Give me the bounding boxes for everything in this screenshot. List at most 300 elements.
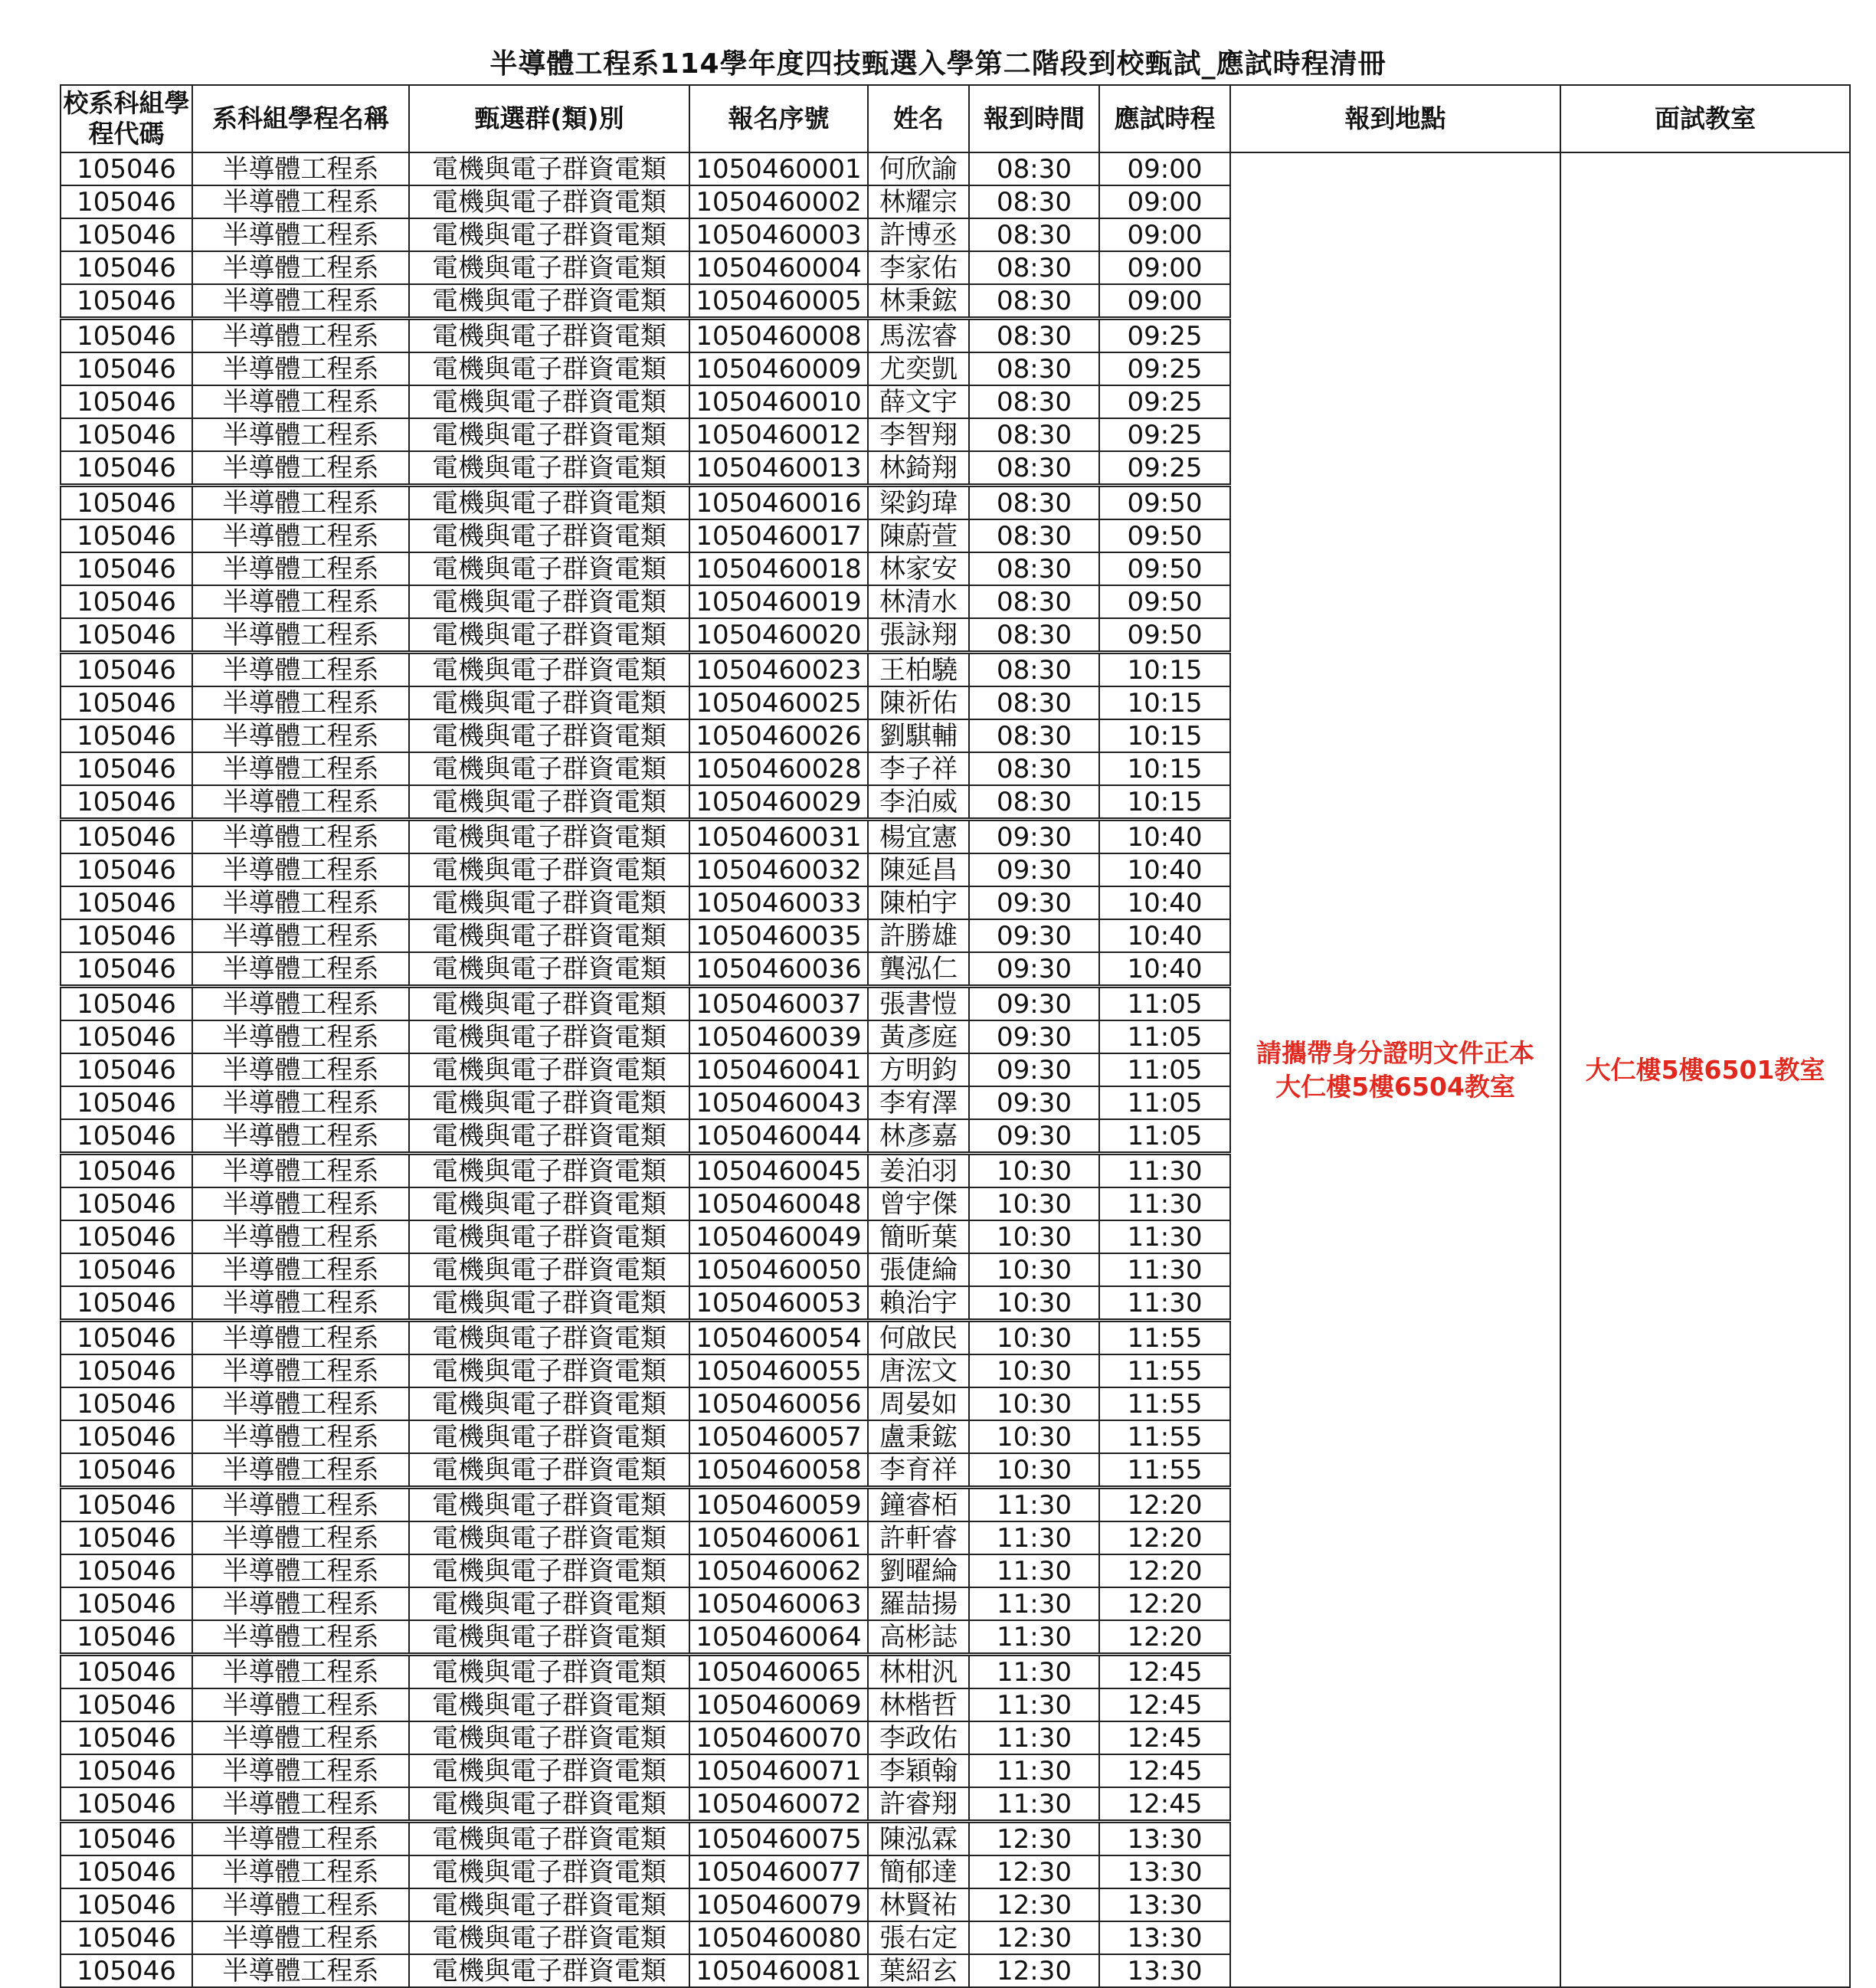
- cell-group: 電機與電子群資電類: [409, 1921, 689, 1954]
- cell-exam: 10:40: [1099, 919, 1230, 952]
- cell-dept: 半導體工程系: [192, 284, 409, 319]
- cell-exam: 10:40: [1099, 886, 1230, 919]
- cell-exam: 09:50: [1099, 618, 1230, 653]
- cell-location: [1230, 152, 1560, 1987]
- cell-exam: 09:00: [1099, 251, 1230, 284]
- cell-exam: 11:05: [1099, 987, 1230, 1021]
- cell-code: 105046: [61, 1086, 192, 1119]
- cell-serial: 1050460035: [689, 919, 868, 952]
- cell-checkin: 10:30: [969, 1187, 1099, 1220]
- cell-dept: 半導體工程系: [192, 385, 409, 418]
- schedule-table: [60, 84, 1851, 1988]
- cell-serial: 1050460031: [689, 820, 868, 854]
- cell-code: 105046: [61, 853, 192, 886]
- cell-serial: 1050460081: [689, 1954, 868, 1987]
- cell-checkin: 09:30: [969, 886, 1099, 919]
- cell-dept: 半導體工程系: [192, 752, 409, 785]
- cell-group: 電機與電子群資電類: [409, 1688, 689, 1721]
- cell-exam: 09:50: [1099, 585, 1230, 618]
- cell-name: 薛文宇: [868, 385, 969, 418]
- cell-group: 電機與電子群資電類: [409, 1787, 689, 1822]
- cell-code: 105046: [61, 1754, 192, 1787]
- cell-name: 林清水: [868, 585, 969, 618]
- cell-dept: 半導體工程系: [192, 1521, 409, 1554]
- cell-exam: 09:00: [1099, 218, 1230, 251]
- cell-name: 陳柏宇: [868, 886, 969, 919]
- header-code: 校系科組學程代碼: [61, 85, 192, 152]
- cell-serial: 1050460029: [689, 785, 868, 820]
- cell-name: 簡郁達: [868, 1855, 969, 1888]
- cell-code: 105046: [61, 820, 192, 854]
- cell-serial: 1050460002: [689, 185, 868, 218]
- cell-code: 105046: [61, 185, 192, 218]
- cell-checkin: 10:30: [969, 1354, 1099, 1387]
- cell-serial: 1050460012: [689, 418, 868, 451]
- cell-name: 張倢綸: [868, 1253, 969, 1286]
- cell-serial: 1050460053: [689, 1286, 868, 1321]
- cell-checkin: 10:30: [969, 1154, 1099, 1188]
- cell-exam: 09:50: [1099, 552, 1230, 585]
- cell-exam: 09:25: [1099, 319, 1230, 353]
- cell-group: 電機與電子群資電類: [409, 1587, 689, 1620]
- cell-checkin: 10:30: [969, 1453, 1099, 1488]
- cell-checkin: 08:30: [969, 418, 1099, 451]
- cell-code: 105046: [61, 1787, 192, 1822]
- cell-dept: 半導體工程系: [192, 218, 409, 251]
- cell-exam: 12:20: [1099, 1488, 1230, 1522]
- cell-dept: 半導體工程系: [192, 519, 409, 552]
- cell-serial: 1050460005: [689, 284, 868, 319]
- cell-group: 電機與電子群資電類: [409, 853, 689, 886]
- cell-code: 105046: [61, 1220, 192, 1253]
- cell-group: 電機與電子群資電類: [409, 1286, 689, 1321]
- cell-checkin: 11:30: [969, 1655, 1099, 1689]
- cell-exam: 09:50: [1099, 486, 1230, 520]
- cell-name: 簡昕葉: [868, 1220, 969, 1253]
- cell-code: 105046: [61, 1554, 192, 1587]
- cell-serial: 1050460050: [689, 1253, 868, 1286]
- cell-name: 許勝雄: [868, 919, 969, 952]
- cell-group: 電機與電子群資電類: [409, 1420, 689, 1453]
- cell-checkin: 08:30: [969, 686, 1099, 719]
- cell-name: 許軒睿: [868, 1521, 969, 1554]
- cell-exam: 11:05: [1099, 1053, 1230, 1086]
- cell-serial: 1050460004: [689, 251, 868, 284]
- cell-code: 105046: [61, 686, 192, 719]
- cell-name: 許博丞: [868, 218, 969, 251]
- table-body: [61, 152, 1850, 1987]
- cell-exam: 09:25: [1099, 352, 1230, 385]
- cell-group: 電機與電子群資電類: [409, 319, 689, 353]
- cell-dept: 半導體工程系: [192, 1954, 409, 1987]
- cell-name: 林家安: [868, 552, 969, 585]
- cell-dept: 半導體工程系: [192, 1220, 409, 1253]
- cell-dept: 半導體工程系: [192, 1253, 409, 1286]
- cell-checkin: 12:30: [969, 1855, 1099, 1888]
- cell-serial: 1050460037: [689, 987, 868, 1021]
- cell-checkin: 08:30: [969, 319, 1099, 353]
- cell-checkin: 11:30: [969, 1754, 1099, 1787]
- cell-exam: 13:30: [1099, 1888, 1230, 1921]
- cell-name: 尤奕凱: [868, 352, 969, 385]
- cell-dept: 半導體工程系: [192, 886, 409, 919]
- cell-exam: 11:05: [1099, 1020, 1230, 1053]
- cell-group: 電機與電子群資電類: [409, 1053, 689, 1086]
- cell-group: 電機與電子群資電類: [409, 653, 689, 687]
- cell-serial: 1050460069: [689, 1688, 868, 1721]
- cell-serial: 1050460008: [689, 319, 868, 353]
- cell-checkin: 08:30: [969, 519, 1099, 552]
- cell-serial: 1050460044: [689, 1119, 868, 1154]
- cell-name: 何欣諭: [868, 152, 969, 185]
- cell-group: 電機與電子群資電類: [409, 952, 689, 987]
- cell-code: 105046: [61, 1921, 192, 1954]
- cell-group: 電機與電子群資電類: [409, 886, 689, 919]
- cell-name: 劉騏輔: [868, 719, 969, 752]
- cell-checkin: 09:30: [969, 1119, 1099, 1154]
- cell-dept: 半導體工程系: [192, 853, 409, 886]
- cell-exam: 11:05: [1099, 1086, 1230, 1119]
- cell-checkin: 09:30: [969, 853, 1099, 886]
- cell-exam: 12:45: [1099, 1688, 1230, 1721]
- cell-dept: 半導體工程系: [192, 451, 409, 486]
- cell-code: 105046: [61, 1954, 192, 1987]
- cell-serial: 1050460033: [689, 886, 868, 919]
- cell-group: 電機與電子群資電類: [409, 1253, 689, 1286]
- cell-group: 電機與電子群資電類: [409, 1119, 689, 1154]
- cell-exam: 09:25: [1099, 418, 1230, 451]
- cell-checkin: 11:30: [969, 1521, 1099, 1554]
- header-dept: 系科組學程名稱: [192, 85, 409, 152]
- cell-dept: 半導體工程系: [192, 1286, 409, 1321]
- cell-serial: 1050460057: [689, 1420, 868, 1453]
- cell-serial: 1050460079: [689, 1888, 868, 1921]
- cell-name: 林賢祐: [868, 1888, 969, 1921]
- header-location: 報到地點: [1230, 85, 1560, 152]
- cell-serial: 1050460036: [689, 952, 868, 987]
- cell-exam: 11:30: [1099, 1187, 1230, 1220]
- cell-serial: 1050460077: [689, 1855, 868, 1888]
- cell-code: 105046: [61, 1521, 192, 1554]
- cell-checkin: 08:30: [969, 785, 1099, 820]
- header-serial: 報名序號: [689, 85, 868, 152]
- cell-code: 105046: [61, 1187, 192, 1220]
- cell-serial: 1050460063: [689, 1587, 868, 1620]
- cell-group: 電機與電子群資電類: [409, 352, 689, 385]
- cell-serial: 1050460019: [689, 585, 868, 618]
- cell-exam: 11:55: [1099, 1387, 1230, 1420]
- cell-serial: 1050460061: [689, 1521, 868, 1554]
- cell-checkin: 12:30: [969, 1888, 1099, 1921]
- cell-dept: 半導體工程系: [192, 1855, 409, 1888]
- cell-checkin: 10:30: [969, 1420, 1099, 1453]
- cell-code: 105046: [61, 1119, 192, 1154]
- cell-exam: 10:15: [1099, 653, 1230, 687]
- cell-group: 電機與電子群資電類: [409, 218, 689, 251]
- header-row: [61, 85, 1850, 152]
- cell-interview-room: 大仁樓5樓6501教室: [1560, 152, 1850, 1987]
- cell-code: 105046: [61, 1321, 192, 1355]
- cell-group: 電機與電子群資電類: [409, 1354, 689, 1387]
- cell-code: 105046: [61, 919, 192, 952]
- cell-dept: 半導體工程系: [192, 1655, 409, 1689]
- cell-group: 電機與電子群資電類: [409, 919, 689, 952]
- cell-group: 電機與電子群資電類: [409, 1086, 689, 1119]
- cell-exam: 13:30: [1099, 1921, 1230, 1954]
- cell-name: 楊宜憲: [868, 820, 969, 854]
- cell-group: 電機與電子群資電類: [409, 987, 689, 1021]
- cell-group: 電機與電子群資電類: [409, 719, 689, 752]
- cell-group: 電機與電子群資電類: [409, 251, 689, 284]
- cell-code: 105046: [61, 1587, 192, 1620]
- cell-serial: 1050460059: [689, 1488, 868, 1522]
- cell-code: 105046: [61, 1721, 192, 1754]
- cell-name: 林錡翔: [868, 451, 969, 486]
- cell-exam: 09:25: [1099, 385, 1230, 418]
- cell-exam: 12:45: [1099, 1655, 1230, 1689]
- cell-name: 李智翔: [868, 418, 969, 451]
- cell-serial: 1050460020: [689, 618, 868, 653]
- cell-exam: 09:25: [1099, 451, 1230, 486]
- cell-code: 105046: [61, 218, 192, 251]
- cell-checkin: 09:30: [969, 1086, 1099, 1119]
- header-exam: 應試時程: [1099, 85, 1230, 152]
- cell-name: 林秉鋐: [868, 284, 969, 319]
- cell-checkin: 10:30: [969, 1253, 1099, 1286]
- cell-group: 電機與電子群資電類: [409, 1020, 689, 1053]
- cell-code: 105046: [61, 1888, 192, 1921]
- cell-dept: 半導體工程系: [192, 1053, 409, 1086]
- cell-serial: 1050460080: [689, 1921, 868, 1954]
- cell-dept: 半導體工程系: [192, 1822, 409, 1856]
- cell-name: 張詠翔: [868, 618, 969, 653]
- cell-group: 電機與電子群資電類: [409, 785, 689, 820]
- cell-group: 電機與電子群資電類: [409, 1387, 689, 1420]
- cell-checkin: 08:30: [969, 152, 1099, 185]
- cell-exam: 09:00: [1099, 185, 1230, 218]
- cell-dept: 半導體工程系: [192, 1354, 409, 1387]
- cell-dept: 半導體工程系: [192, 1888, 409, 1921]
- cell-code: 105046: [61, 1822, 192, 1856]
- cell-dept: 半導體工程系: [192, 585, 409, 618]
- cell-group: 電機與電子群資電類: [409, 1220, 689, 1253]
- cell-code: 105046: [61, 451, 192, 486]
- cell-name: 王柏驍: [868, 653, 969, 687]
- cell-serial: 1050460058: [689, 1453, 868, 1488]
- cell-dept: 半導體工程系: [192, 1787, 409, 1822]
- cell-group: 電機與電子群資電類: [409, 1620, 689, 1655]
- cell-dept: 半導體工程系: [192, 686, 409, 719]
- cell-exam: 12:20: [1099, 1521, 1230, 1554]
- cell-exam: 11:30: [1099, 1154, 1230, 1188]
- cell-checkin: 09:30: [969, 820, 1099, 854]
- cell-checkin: 11:30: [969, 1721, 1099, 1754]
- cell-group: 電機與電子群資電類: [409, 418, 689, 451]
- cell-checkin: 09:30: [969, 1053, 1099, 1086]
- cell-code: 105046: [61, 752, 192, 785]
- cell-serial: 1050460071: [689, 1754, 868, 1787]
- cell-dept: 半導體工程系: [192, 251, 409, 284]
- cell-code: 105046: [61, 152, 192, 185]
- cell-serial: 1050460018: [689, 552, 868, 585]
- cell-checkin: 08:30: [969, 653, 1099, 687]
- cell-group: 電機與電子群資電類: [409, 1655, 689, 1689]
- cell-exam: 10:15: [1099, 719, 1230, 752]
- cell-checkin: 11:30: [969, 1620, 1099, 1655]
- cell-exam: 11:30: [1099, 1286, 1230, 1321]
- header-room: 面試教室: [1560, 85, 1850, 152]
- cell-exam: 11:30: [1099, 1253, 1230, 1286]
- cell-serial: 1050460023: [689, 653, 868, 687]
- cell-checkin: 08:30: [969, 451, 1099, 486]
- cell-serial: 1050460009: [689, 352, 868, 385]
- cell-name: 方明鈞: [868, 1053, 969, 1086]
- cell-name: 馬浤睿: [868, 319, 969, 353]
- cell-group: 電機與電子群資電類: [409, 1488, 689, 1522]
- cell-name: 林耀宗: [868, 185, 969, 218]
- cell-code: 105046: [61, 987, 192, 1021]
- cell-dept: 半導體工程系: [192, 418, 409, 451]
- cell-exam: 12:45: [1099, 1721, 1230, 1754]
- cell-exam: 10:15: [1099, 752, 1230, 785]
- cell-exam: 12:20: [1099, 1620, 1230, 1655]
- cell-group: 電機與電子群資電類: [409, 385, 689, 418]
- cell-dept: 半導體工程系: [192, 1587, 409, 1620]
- cell-group: 電機與電子群資電類: [409, 552, 689, 585]
- cell-code: 105046: [61, 1253, 192, 1286]
- location-room: 大仁樓5樓6504教室: [1275, 1071, 1515, 1102]
- cell-serial: 1050460045: [689, 1154, 868, 1188]
- cell-serial: 1050460049: [689, 1220, 868, 1253]
- cell-group: 電機與電子群資電類: [409, 185, 689, 218]
- cell-name: 李宥澤: [868, 1086, 969, 1119]
- cell-name: 賴治宇: [868, 1286, 969, 1321]
- cell-exam: 11:30: [1099, 1220, 1230, 1253]
- cell-code: 105046: [61, 1453, 192, 1488]
- cell-checkin: 12:30: [969, 1954, 1099, 1987]
- cell-serial: 1050460043: [689, 1086, 868, 1119]
- cell-checkin: 11:30: [969, 1787, 1099, 1822]
- cell-exam: 10:40: [1099, 820, 1230, 854]
- cell-group: 電機與電子群資電類: [409, 486, 689, 520]
- cell-exam: 11:55: [1099, 1354, 1230, 1387]
- cell-group: 電機與電子群資電類: [409, 1453, 689, 1488]
- cell-dept: 半導體工程系: [192, 1154, 409, 1188]
- cell-dept: 半導體工程系: [192, 1387, 409, 1420]
- cell-name: 李家佑: [868, 251, 969, 284]
- cell-dept: 半導體工程系: [192, 1688, 409, 1721]
- cell-name: 許睿翔: [868, 1787, 969, 1822]
- cell-checkin: 09:30: [969, 952, 1099, 987]
- cell-dept: 半導體工程系: [192, 1321, 409, 1355]
- cell-exam: 11:05: [1099, 1119, 1230, 1154]
- cell-code: 105046: [61, 284, 192, 319]
- cell-name: 陳蔚萱: [868, 519, 969, 552]
- cell-checkin: 08:30: [969, 486, 1099, 520]
- cell-checkin: 11:30: [969, 1488, 1099, 1522]
- cell-checkin: 09:30: [969, 919, 1099, 952]
- cell-group: 電機與電子群資電類: [409, 820, 689, 854]
- cell-dept: 半導體工程系: [192, 552, 409, 585]
- cell-serial: 1050460039: [689, 1020, 868, 1053]
- cell-dept: 半導體工程系: [192, 1921, 409, 1954]
- cell-serial: 1050460054: [689, 1321, 868, 1355]
- cell-dept: 半導體工程系: [192, 1488, 409, 1522]
- cell-dept: 半導體工程系: [192, 185, 409, 218]
- cell-checkin: 10:30: [969, 1286, 1099, 1321]
- cell-code: 105046: [61, 1655, 192, 1689]
- cell-checkin: 08:30: [969, 585, 1099, 618]
- cell-serial: 1050460028: [689, 752, 868, 785]
- location-note: 請攜帶身分證明文件正本: [1256, 1037, 1534, 1068]
- cell-name: 李穎翰: [868, 1754, 969, 1787]
- cell-exam: 11:55: [1099, 1420, 1230, 1453]
- cell-code: 105046: [61, 385, 192, 418]
- cell-checkin: 12:30: [969, 1921, 1099, 1954]
- cell-dept: 半導體工程系: [192, 987, 409, 1021]
- cell-code: 105046: [61, 1154, 192, 1188]
- cell-name: 林楷哲: [868, 1688, 969, 1721]
- cell-checkin: 10:30: [969, 1387, 1099, 1420]
- cell-name: 何啟民: [868, 1321, 969, 1355]
- cell-exam: 12:45: [1099, 1754, 1230, 1787]
- header-name: 姓名: [868, 85, 969, 152]
- cell-exam: 09:50: [1099, 519, 1230, 552]
- cell-checkin: 09:30: [969, 1020, 1099, 1053]
- cell-serial: 1050460070: [689, 1721, 868, 1754]
- cell-name: 龔泓仁: [868, 952, 969, 987]
- cell-checkin: 11:30: [969, 1587, 1099, 1620]
- cell-name: 林彥嘉: [868, 1119, 969, 1154]
- cell-group: 電機與電子群資電類: [409, 686, 689, 719]
- cell-dept: 半導體工程系: [192, 1554, 409, 1587]
- cell-serial: 1050460001: [689, 152, 868, 185]
- cell-exam: 13:30: [1099, 1855, 1230, 1888]
- cell-checkin: 11:30: [969, 1554, 1099, 1587]
- cell-code: 105046: [61, 886, 192, 919]
- cell-name: 李育祥: [868, 1453, 969, 1488]
- cell-group: 電機與電子群資電類: [409, 284, 689, 319]
- cell-dept: 半導體工程系: [192, 1187, 409, 1220]
- cell-checkin: 09:30: [969, 987, 1099, 1021]
- cell-serial: 1050460048: [689, 1187, 868, 1220]
- cell-dept: 半導體工程系: [192, 152, 409, 185]
- cell-checkin: 10:30: [969, 1321, 1099, 1355]
- cell-code: 105046: [61, 552, 192, 585]
- cell-exam: 12:20: [1099, 1554, 1230, 1587]
- cell-name: 曾宇傑: [868, 1187, 969, 1220]
- cell-dept: 半導體工程系: [192, 1620, 409, 1655]
- cell-code: 105046: [61, 1354, 192, 1387]
- cell-serial: 1050460010: [689, 385, 868, 418]
- cell-exam: 09:00: [1099, 284, 1230, 319]
- cell-dept: 半導體工程系: [192, 319, 409, 353]
- header-group: 甄選群(類)別: [409, 85, 689, 152]
- cell-code: 105046: [61, 1387, 192, 1420]
- cell-name: 梁鈞瑋: [868, 486, 969, 520]
- cell-name: 羅喆揚: [868, 1587, 969, 1620]
- cell-name: 張書愷: [868, 987, 969, 1021]
- cell-group: 電機與電子群資電類: [409, 1554, 689, 1587]
- cell-dept: 半導體工程系: [192, 352, 409, 385]
- cell-name: 姜泊羽: [868, 1154, 969, 1188]
- cell-serial: 1050460055: [689, 1354, 868, 1387]
- cell-serial: 1050460064: [689, 1620, 868, 1655]
- cell-group: 電機與電子群資電類: [409, 519, 689, 552]
- cell-group: 電機與電子群資電類: [409, 451, 689, 486]
- cell-code: 105046: [61, 1420, 192, 1453]
- cell-name: 唐浤文: [868, 1354, 969, 1387]
